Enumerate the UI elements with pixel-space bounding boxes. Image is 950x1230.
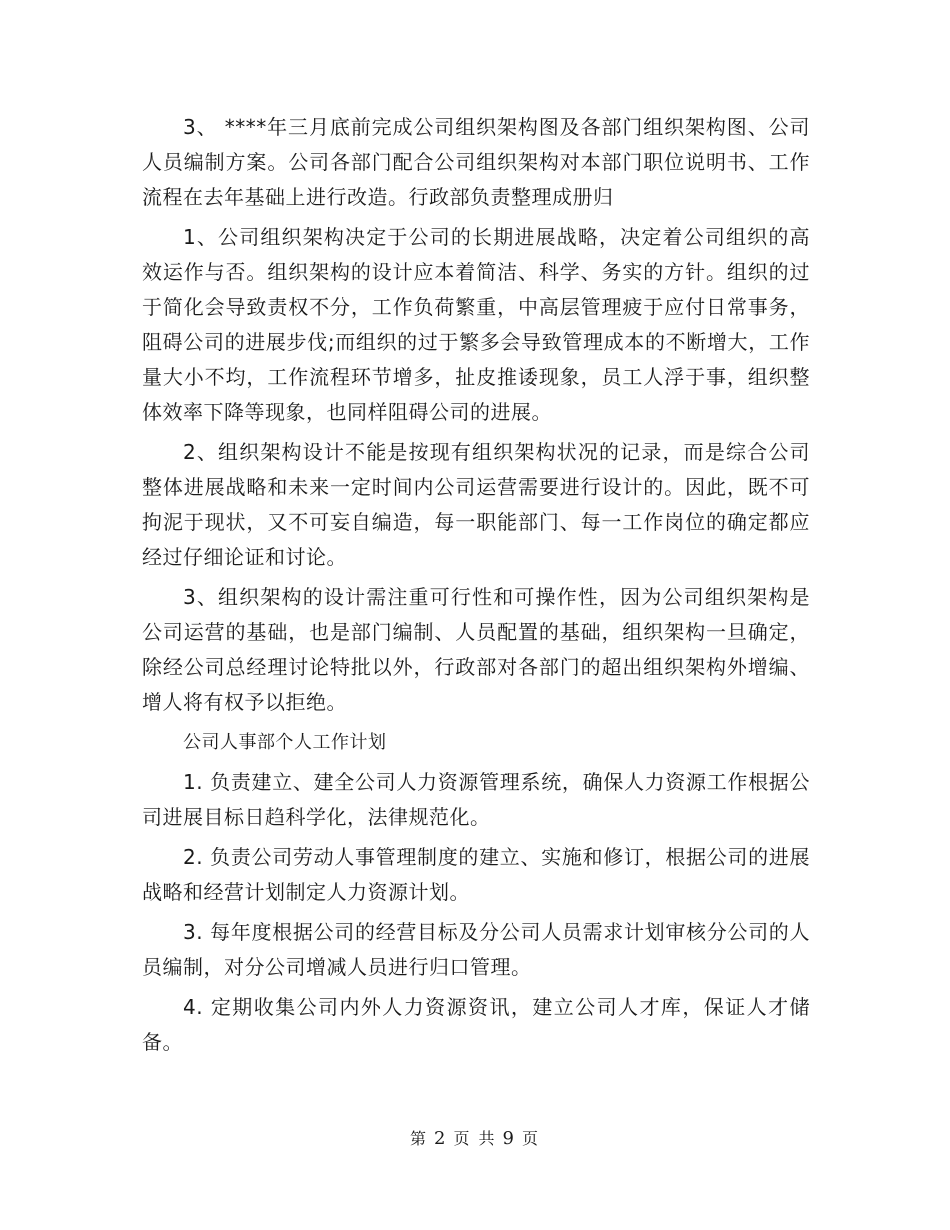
paragraph-3: 2、组织架构设计不能是按现有组织架构状况的记录，而是综合公司整体进展战略和未来一定时间内公司运营需要进行设计的。因此，既不可拘泥于现状，又不可妄自编造，每一职能部门、每一工作岗位的确定都应经过仔细论证和讨论。 (142, 440, 810, 569)
paragraph-7: 3. 每年度根据公司的经营目标及分公司人员需求计划审核分公司的人员编制，对分公司增减人员进行归口管理。 (142, 920, 810, 979)
paragraph-2: 1、公司组织架构决定于公司的长期进展战略，决定着公司组织的高效运作与否。组织架构的设计应本着简洁、科学、务实的方针。组织的过于简化会导致责权不分，工作负荷繁重，中高层管理疲于应付日常事务，阻碍公司的进展步伐;而组织的过于繁多会导致管理成本的不断增大，工作量大小不均，工作流程环节增多，扯皮推诿现象，员工人浮于事，组织整体效率下降等现象，也同样阻碍公司的进展。 (142, 225, 810, 424)
paragraph-4: 3、组织架构的设计需注重可行性和可操作性，因为公司组织架构是公司运营的基础，也是部门编制、人员配置的基础，组织架构一旦确定，除经公司总经理讨论特批以外，行政部对各部门的超出组织架构外增编、增人将有权予以拒绝。 (142, 585, 810, 714)
page-footer (0, 1126, 950, 1149)
section-heading: 公司人事部个人工作计划 (183, 732, 387, 753)
footer-total-pages: 9 (502, 1128, 516, 1149)
document-body (142, 110, 810, 1060)
paragraph-8: 4. 定期收集公司内外人力资源资讯，建立公司人才库，保证人才储备。 (142, 995, 810, 1054)
footer-page-number: 2 (434, 1128, 448, 1149)
paragraph-1: 3、 ****年三月底前完成公司组织架构图及各部门组织架构图、公司人员编制方案。公司各部门配合公司组织架构对本部门职位说明书、工作流程在去年基础上进行改造。行政部负责整理成册归 (142, 115, 810, 209)
footer-prefix: 第 (409, 1129, 428, 1148)
footer-suffix: 页 (522, 1129, 541, 1148)
footer-middle: 页 共 (453, 1129, 497, 1148)
paragraph-5: 1. 负责建立、建全公司人力资源管理系统，确保人力资源工作根据公司进展目标日趋科学化，法律规范化。 (142, 770, 810, 829)
paragraph-6: 2. 负责公司劳动人事管理制度的建立、实施和修订，根据公司的进展战略和经营计划制定人力资源计划。 (142, 845, 810, 904)
